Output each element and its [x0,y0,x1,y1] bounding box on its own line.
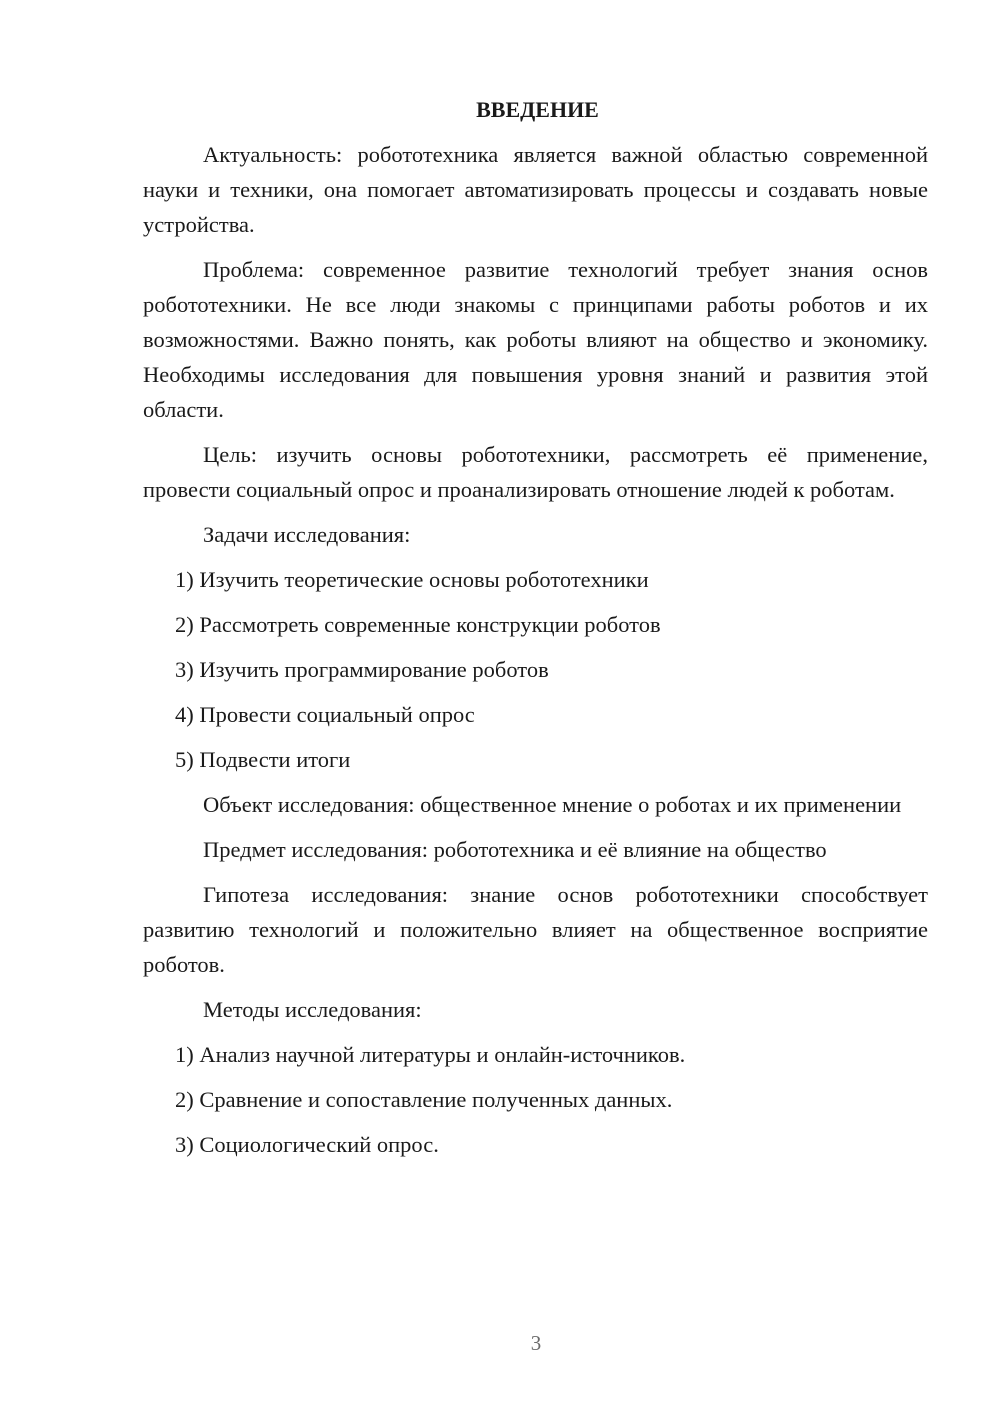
problem-paragraph: Проблема: современное развитие технологий требует знания основ робототехники. Не все люди знакомы с принципами работы роботов и их возможностями. Важно понять, как роботы влияют на общество и экономику. Необходимы исследования для повышения уровня знаний и развития этой области. [143,257,928,422]
method-item: 1) Анализ научной литературы и онлайн-источников. [175,1042,686,1067]
task-item: 1) Изучить теоретические основы робототехники [175,567,649,592]
object-paragraph: Объект исследования: общественное мнение о роботах и их применении [203,792,902,817]
goal-paragraph: Цель: изучить основы робототехники, рассмотреть её применение, провести социальный опрос и проанализировать отношение людей к роботам. [143,442,928,502]
tasks-heading: Задачи исследования: [203,522,411,547]
subject-paragraph: Предмет исследования: робототехника и её влияние на общество [203,837,827,862]
hypothesis-paragraph: Гипотеза исследования: знание основ робототехники способствует развитию технологий и положительно влияет на общественное восприятие роботов. [143,882,928,977]
task-item: 3) Изучить программирование роботов [175,657,549,682]
task-item: 5) Подвести итоги [175,747,351,772]
method-item: 3) Социологический опрос. [175,1132,439,1157]
methods-heading: Методы исследования: [203,997,422,1022]
page-title: ВВЕДЕНИЕ [476,97,599,122]
task-item: 2) Рассмотреть современные конструкции роботов [175,612,661,637]
method-item: 2) Сравнение и сопоставление полученных данных. [175,1087,673,1112]
page-content [143,92,928,1172]
page-number: 3 [530,1331,542,1355]
relevance-paragraph: Актуальность: робототехника является важной областью современной науки и техники, она помогает автоматизировать процессы и создавать новые устройства. [143,142,928,237]
tasks-list [143,562,928,777]
task-item: 4) Провести социальный опрос [175,702,475,727]
methods-list [143,1037,928,1162]
